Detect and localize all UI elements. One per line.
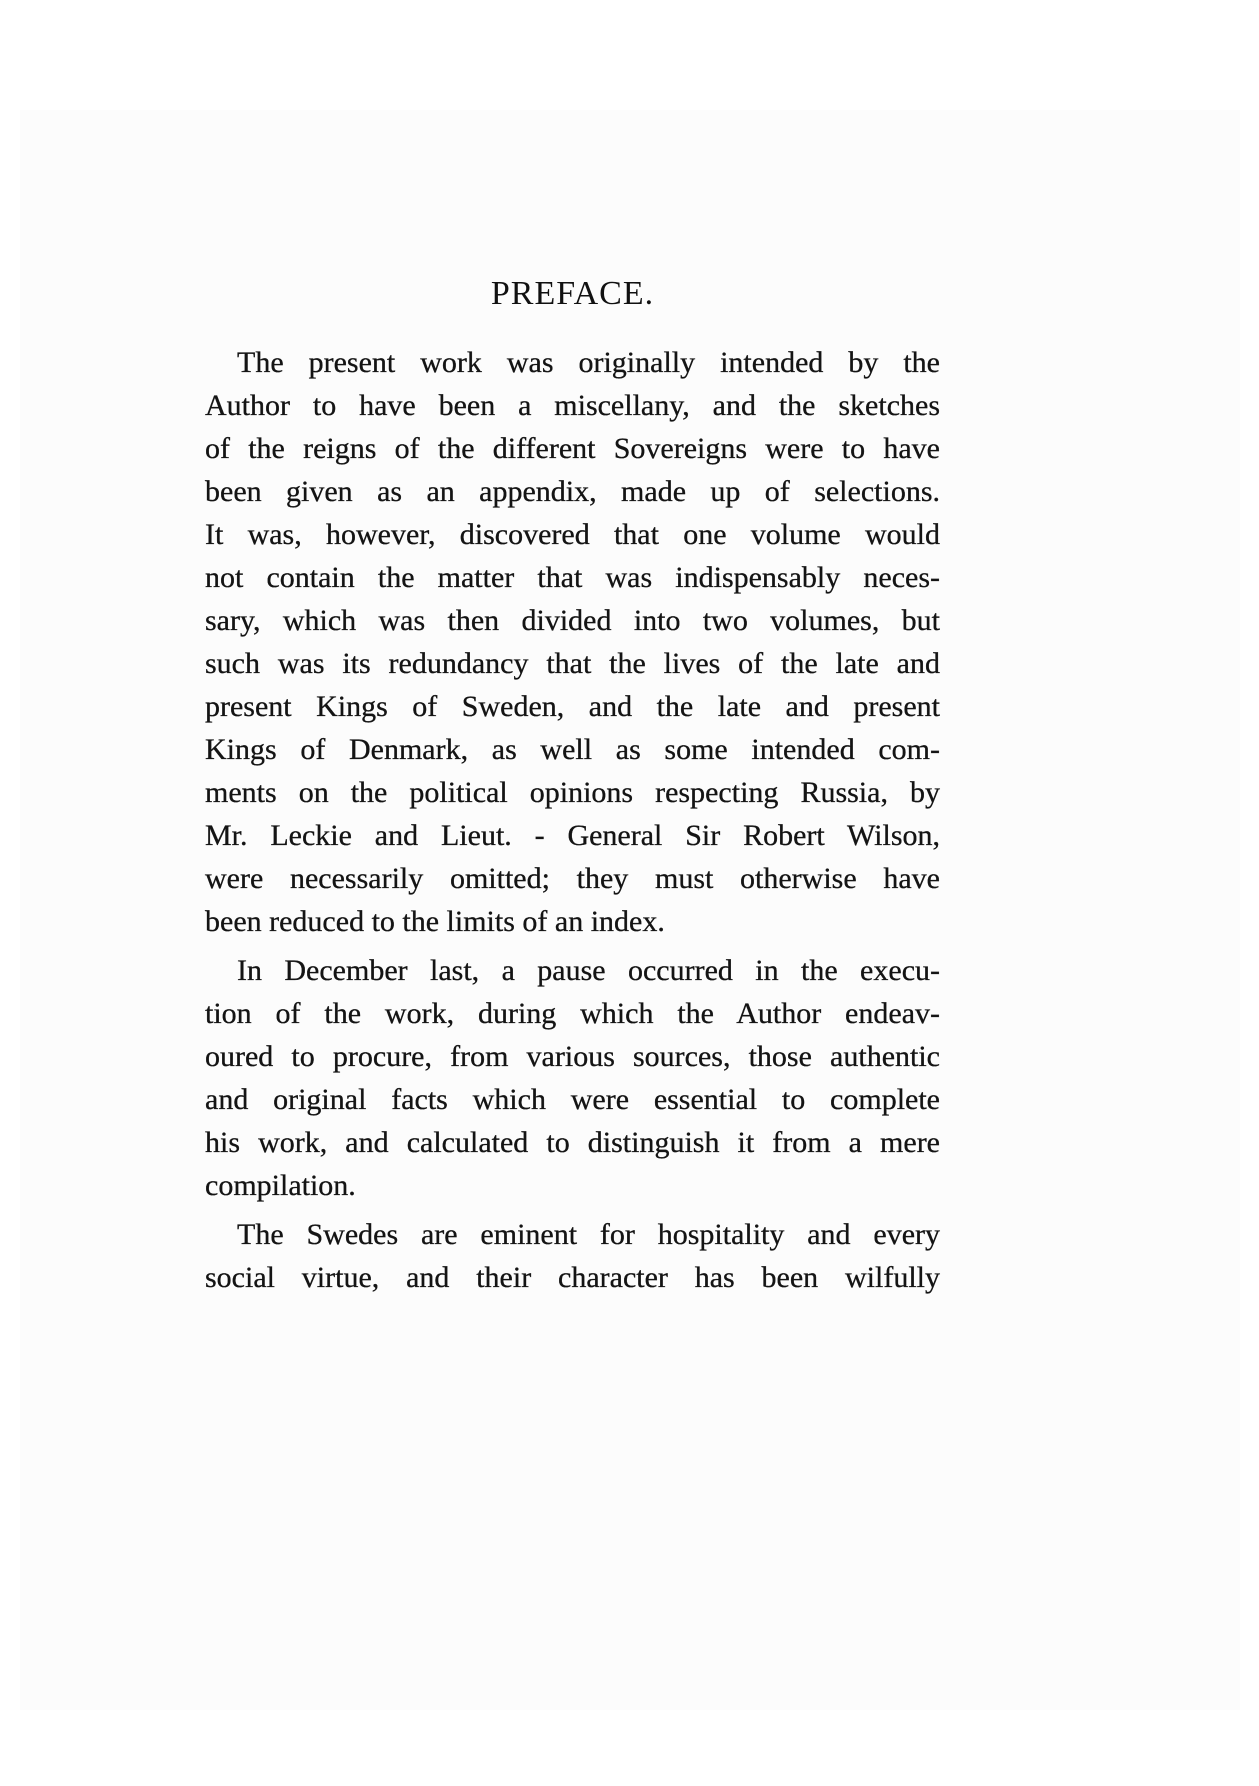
page-title: PREFACE. xyxy=(490,275,655,312)
paragraph-1 xyxy=(205,341,940,943)
paragraph-line: were necessarily omitted; they must otherwise have xyxy=(205,862,940,895)
paragraph-line: present Kings of Sweden, and the late and present xyxy=(205,690,940,723)
paragraph-line: oured to procure, from various sources, those authentic xyxy=(205,1040,940,1073)
paragraph-line: been given as an appendix, made up of selections. xyxy=(205,475,940,508)
paragraph-line: tion of the work, during which the Author endeav- xyxy=(205,997,940,1030)
book-page xyxy=(20,110,1240,1710)
paragraph-line: social virtue, and their character has been wilfully xyxy=(205,1261,940,1294)
paragraph-2 xyxy=(205,949,940,1207)
paragraph-line: sary, which was then divided into two volumes, but xyxy=(205,604,940,637)
paragraph-line: compilation. xyxy=(205,1169,356,1202)
paragraph-line: of the reigns of the different Sovereigns were to have xyxy=(205,432,940,465)
paragraph-line: and original facts which were essential to complete xyxy=(205,1083,940,1116)
paragraph-line: not contain the matter that was indispensably neces- xyxy=(205,561,940,594)
paragraph-line: such was its redundancy that the lives of the late and xyxy=(205,647,940,680)
paragraph-3 xyxy=(205,1213,940,1299)
paragraph-line: It was, however, discovered that one volume would xyxy=(205,518,940,551)
paragraph-line: The present work was originally intended by the xyxy=(237,346,940,379)
paragraph-line: In December last, a pause occurred in the execu- xyxy=(237,954,940,987)
paragraph-line: The Swedes are eminent for hospitality and every xyxy=(237,1218,940,1251)
paragraph-line: ments on the political opinions respecting Russia, by xyxy=(205,776,940,809)
paragraph-line: Kings of Denmark, as well as some intended com- xyxy=(205,733,940,766)
paragraph-line: Mr. Leckie and Lieut. - General Sir Robert Wilson, xyxy=(205,819,940,852)
paragraph-line: Author to have been a miscellany, and the sketches xyxy=(205,389,940,422)
paragraph-line: been reduced to the limits of an index. xyxy=(205,905,665,938)
page-content xyxy=(205,275,940,1305)
paragraph-line: his work, and calculated to distinguish it from a mere xyxy=(205,1126,940,1159)
